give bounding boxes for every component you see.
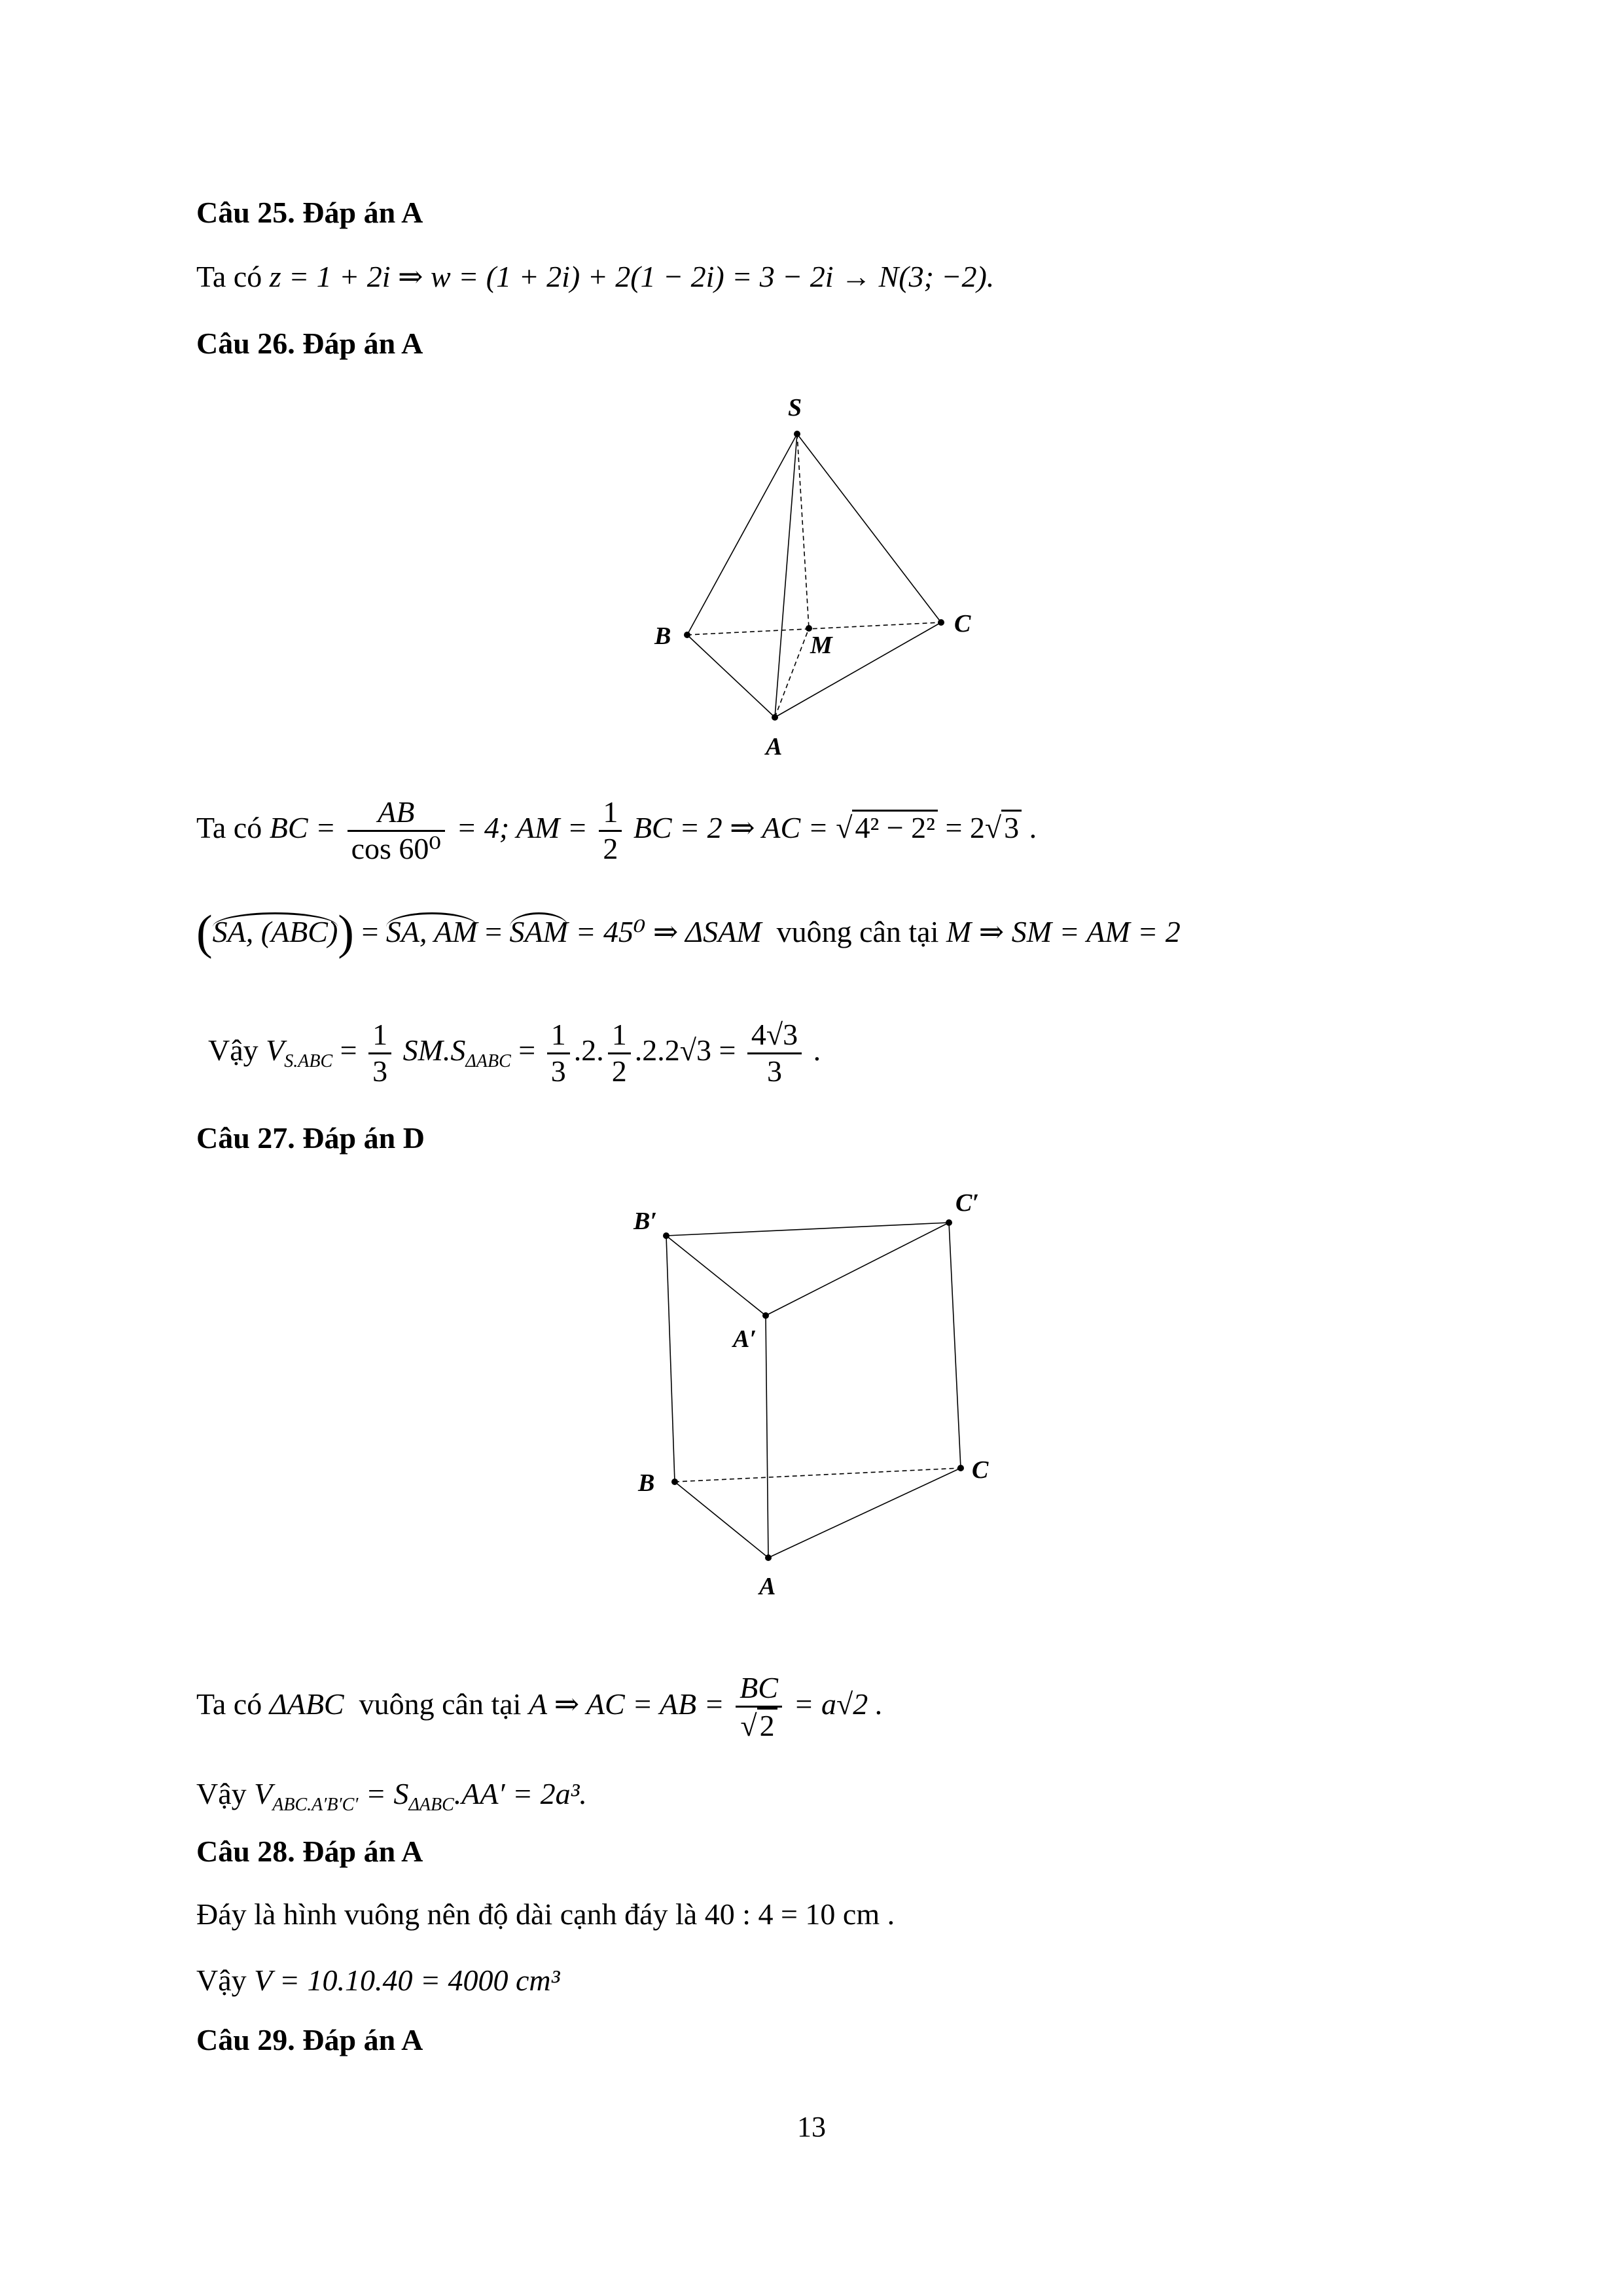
q26-l1-bc: BC = — [269, 810, 336, 844]
point-m — [806, 625, 812, 632]
edge-bpap — [666, 1236, 766, 1316]
q26-frac-ab-cos — [348, 795, 445, 867]
q26-l1-lead: Ta có — [196, 810, 262, 844]
q27-heading: Câu 27. Đáp án D — [196, 1121, 425, 1155]
q27-l1-tri: ΔABC — [269, 1687, 344, 1721]
q26-l1-tail1: = 2 — [945, 810, 985, 844]
q26-l3-f2-num: 1 — [547, 1018, 570, 1054]
q26-l3-frac3 — [608, 1018, 631, 1089]
point-s — [794, 431, 800, 437]
q26-l3-mid1: SM.S — [402, 1033, 466, 1067]
label-b: B — [638, 1469, 655, 1497]
q26-l3-end: . — [813, 1033, 821, 1067]
edge-ac — [775, 622, 941, 717]
label-a: A — [766, 733, 783, 761]
q26-frac2-den: 2 — [603, 831, 618, 865]
point-bp — [663, 1232, 669, 1239]
edge-ba — [687, 635, 775, 717]
q28-line1 — [196, 1899, 895, 1929]
q27-l2-vsub: ABC.A′B′C′ — [272, 1795, 359, 1816]
q25-lead: Ta có — [196, 260, 262, 293]
q28-line2 — [196, 1965, 560, 1996]
q26-angle-sa-abc: SA, (ABC) — [213, 912, 338, 947]
edge-sa — [775, 434, 797, 717]
point-c — [938, 619, 944, 626]
point-cp — [946, 1219, 952, 1226]
q26-frac-half — [599, 795, 622, 867]
point-a — [765, 1554, 772, 1561]
q26-l3-frac2 — [547, 1018, 570, 1089]
q27-l1-text: vuông cân tại — [359, 1687, 522, 1721]
q27-line1 — [196, 1671, 883, 1744]
prism-figure — [615, 1178, 1021, 1636]
q27-l1-f-den: 2 — [757, 1708, 777, 1741]
q26-l2-tail: M ⇒ SM = AM = 2 — [946, 915, 1181, 948]
q26-angle-sam: SAM — [510, 912, 568, 947]
edge-sm-hidden — [797, 434, 809, 628]
edge-ac — [768, 1468, 961, 1558]
edge-cpc — [949, 1223, 961, 1468]
edge-bc-hidden — [675, 1468, 961, 1482]
label-bp: B′ — [633, 1208, 658, 1235]
q26-l3-eq: = — [340, 1033, 357, 1067]
edge-sb — [687, 434, 797, 635]
q26-l2-eq2: = — [485, 915, 503, 948]
q26-l3-vsub: S.ABC — [284, 1051, 333, 1072]
label-ap: A′ — [733, 1325, 757, 1353]
q27-l2-v: V — [254, 1777, 273, 1810]
q26-line3 — [208, 1018, 821, 1089]
q26-heading: Câu 26. Đáp án A — [196, 327, 423, 360]
label-m: M — [810, 632, 832, 659]
point-b — [671, 1479, 678, 1485]
q27-l2-ssub: ΔABC — [408, 1795, 454, 1816]
q28-l2-eq: V = 10.10.40 = 4000 cm³ — [254, 1964, 560, 1997]
q26-l3-mid3: .2.2√3 = — [634, 1033, 736, 1067]
q26-l3-f4-num: 4√3 — [747, 1018, 802, 1054]
q27-l1-frac: $\frac{BC}{√2}$ — [736, 1671, 782, 1744]
q26-l2-text: vuông cân tại — [776, 915, 939, 948]
q27-l1-eq: A ⇒ AC = AB = — [528, 1687, 724, 1721]
q28-l2-lead: Vậy — [196, 1964, 247, 1997]
page-number: 13 — [797, 2111, 826, 2143]
edge-sc — [797, 434, 941, 622]
q28-heading: Câu 28. Đáp án A — [196, 1835, 423, 1868]
q26-line2: (SA, (ABC)) = SA, AM = SAM = 45⁰ ⇒ ΔSAM vuông cân tại M ⇒ SM = AM = 2 — [196, 906, 1181, 960]
q25-equation: z = 1 + 2i ⇒ w = (1 + 2i) + 2(1 − 2i) = 3 − 2i → N(3; −2). — [269, 260, 995, 293]
q26-l3-mid2: .2. — [573, 1033, 604, 1067]
q25-line — [196, 262, 994, 292]
q26-l3-f4-den: 3 — [767, 1054, 783, 1088]
q26-l3-v: V — [266, 1033, 285, 1067]
q27-line2 — [196, 1779, 587, 1814]
q26-l1-end: . — [1029, 810, 1037, 844]
q26-frac2-num: 1 — [599, 795, 622, 832]
q26-l3-f3-num: 1 — [608, 1018, 631, 1054]
q29-heading: Câu 29. Đáp án A — [196, 2023, 423, 2056]
point-ap — [762, 1312, 769, 1319]
q26-l3-f3-den: 2 — [611, 1054, 627, 1088]
pyramid-figure — [641, 380, 1008, 772]
q26-l3-frac4 — [747, 1018, 802, 1089]
q26-l3-lead: Vậy — [208, 1033, 259, 1067]
label-c: C — [954, 610, 971, 637]
edge-apa — [766, 1316, 768, 1558]
q26-l3-frac1 — [368, 1018, 391, 1089]
q27-l2-eq: = S — [365, 1777, 409, 1810]
q26-sqrt2: 3 — [1001, 810, 1022, 843]
q26-l3-f1-num: 1 — [368, 1018, 391, 1054]
q26-l3-ssub: ΔABC — [465, 1051, 511, 1072]
q28-l1-text: Đáy là hình vuông nên độ dài cạnh đáy là — [196, 1897, 698, 1931]
q26-line1: Ta có BC = $\frac{AB}{\text{cos 60⁰}}$ = 4; AM = $\frac{1}{2}$ BC = 2 ⇒ AC = √4² − 2² = 2√3 . — [196, 795, 1037, 865]
label-b: B — [654, 622, 671, 650]
q27-l2-tail: .AA′ = 2a³. — [454, 1777, 587, 1810]
q26-sqrt1: 4² − 2² — [852, 810, 938, 843]
point-a — [772, 714, 778, 721]
q26-l2-eq1: = — [361, 915, 379, 948]
q26-l1-rest: BC = 2 ⇒ AC = — [633, 810, 829, 844]
point-b — [684, 632, 690, 638]
q25-heading: Câu 25. Đáp án A — [196, 196, 423, 229]
q26-l2-rest: = 45⁰ ⇒ ΔSAM — [575, 915, 762, 948]
label-a: A — [759, 1573, 776, 1600]
q27-l1-f-num: BC — [736, 1671, 782, 1708]
label-cp: C′ — [955, 1189, 980, 1217]
edge-am-hidden — [775, 628, 809, 717]
q27-l1-tail: = a√2 . — [793, 1687, 883, 1721]
label-c: C — [972, 1456, 989, 1484]
q27-l2-lead: Vậy — [196, 1777, 247, 1810]
q26-l3-f2-den: 3 — [550, 1054, 566, 1088]
q26-l3-f1-den: 3 — [372, 1054, 388, 1088]
edge-apcp — [766, 1223, 949, 1316]
q26-frac1-den: cos 60⁰ — [351, 831, 441, 865]
q28-l1-eq: 40 : 4 = 10 cm . — [704, 1897, 895, 1931]
q27-l1-lead: Ta có — [196, 1687, 262, 1721]
edge-bpb — [666, 1236, 675, 1482]
q26-angle-sa-am: SA, AM — [386, 912, 478, 947]
q26-frac1-num: AB — [348, 795, 445, 832]
edge-ba — [675, 1482, 768, 1558]
label-s: S — [788, 394, 802, 422]
edge-bpcp — [666, 1223, 949, 1236]
point-c — [957, 1465, 964, 1471]
q26-l1-mid: = 4; AM = — [456, 810, 588, 844]
q26-l3-eq2: = — [518, 1033, 536, 1067]
